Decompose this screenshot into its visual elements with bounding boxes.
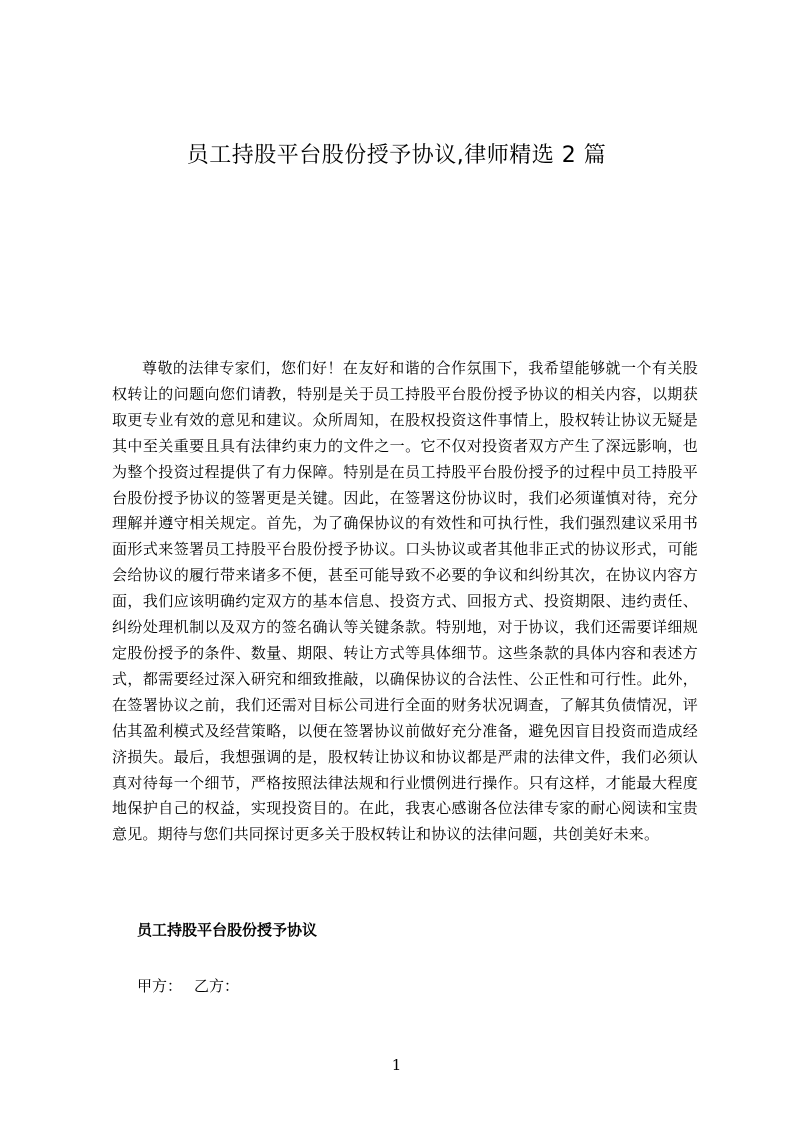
section-title: 员工持股平台股份授予协议 <box>137 921 318 939</box>
body-paragraph: 尊敬的法律专家们，您们好！在友好和谐的合作氛围下，我希望能够就一个有关股权转让的问题向您们请教，特别是关于员工持股平台股份授予协议的相关内容，以期获取更专业有效的意见和建议。众所周知，在股权投资这件事情上，股权转让协议无疑是其中至关重要且具有法律约束力的文件之一。它不仅对投资者双方产生了深远影响，也为整个投资过程提供了有力保障。特别是在员工持股平台股份授予的过程中员工持股平台股份授予协议的签署更是关键。因此，在签署这份协议时，我们必须谨慎对待，充分理解并遵守相关规定。首先，为了确保协议的有效性和可执行性，我们强烈建议采用书面形式来签署员工持股平台股份授予协议。口头协议或者其他非正式的协议形式，可能会给协议的履行带来诸多不便，甚至可能导致不必要的争议和纠纷其次，在协议内容方面，我们应该明确约定双方的基本信息、投资方式、回报方式、投资期限、违约责任、纠纷处理机制以及双方的签名确认等关键条款。特别地，对于协议，我们还需要详细规定股份授予的条件、数量、期限、转让方式等具体细节。这些条款的具体内容和表述方式，都需要经过深入研究和细致推敲，以确保协议的合法性、公正性和可行性。此外，在签署协议之前，我们还需对目标公司进行全面的财务状况调查，了解其负债情况，评估其盈利模式及经营策略，以便在签署协议前做好充分准备，避免因盲目投资而造成经济损失。最后，我想强调的是，股权转让协议和协议都是严肃的法律文件，我们必须认真对待每一个细节，严格按照法律法规和行业惯例进行操作。只有这样，才能最大程度地保护自己的权益，实现投资目的。在此，我衷心感谢各位法律专家的耐心阅读和宝贵意见。期待与您们共同探讨更多关于股权转让和协议的法律问题，共创美好未来。 <box>112 359 698 844</box>
page-number: 1 <box>391 1056 402 1074</box>
party-a-label: 甲方： <box>137 977 183 995</box>
party-b-label: 乙方： <box>194 977 240 995</box>
document-title: 员工持股平台股份授予协议,律师精选 2 篇 <box>186 143 607 168</box>
parties-line <box>137 975 239 997</box>
